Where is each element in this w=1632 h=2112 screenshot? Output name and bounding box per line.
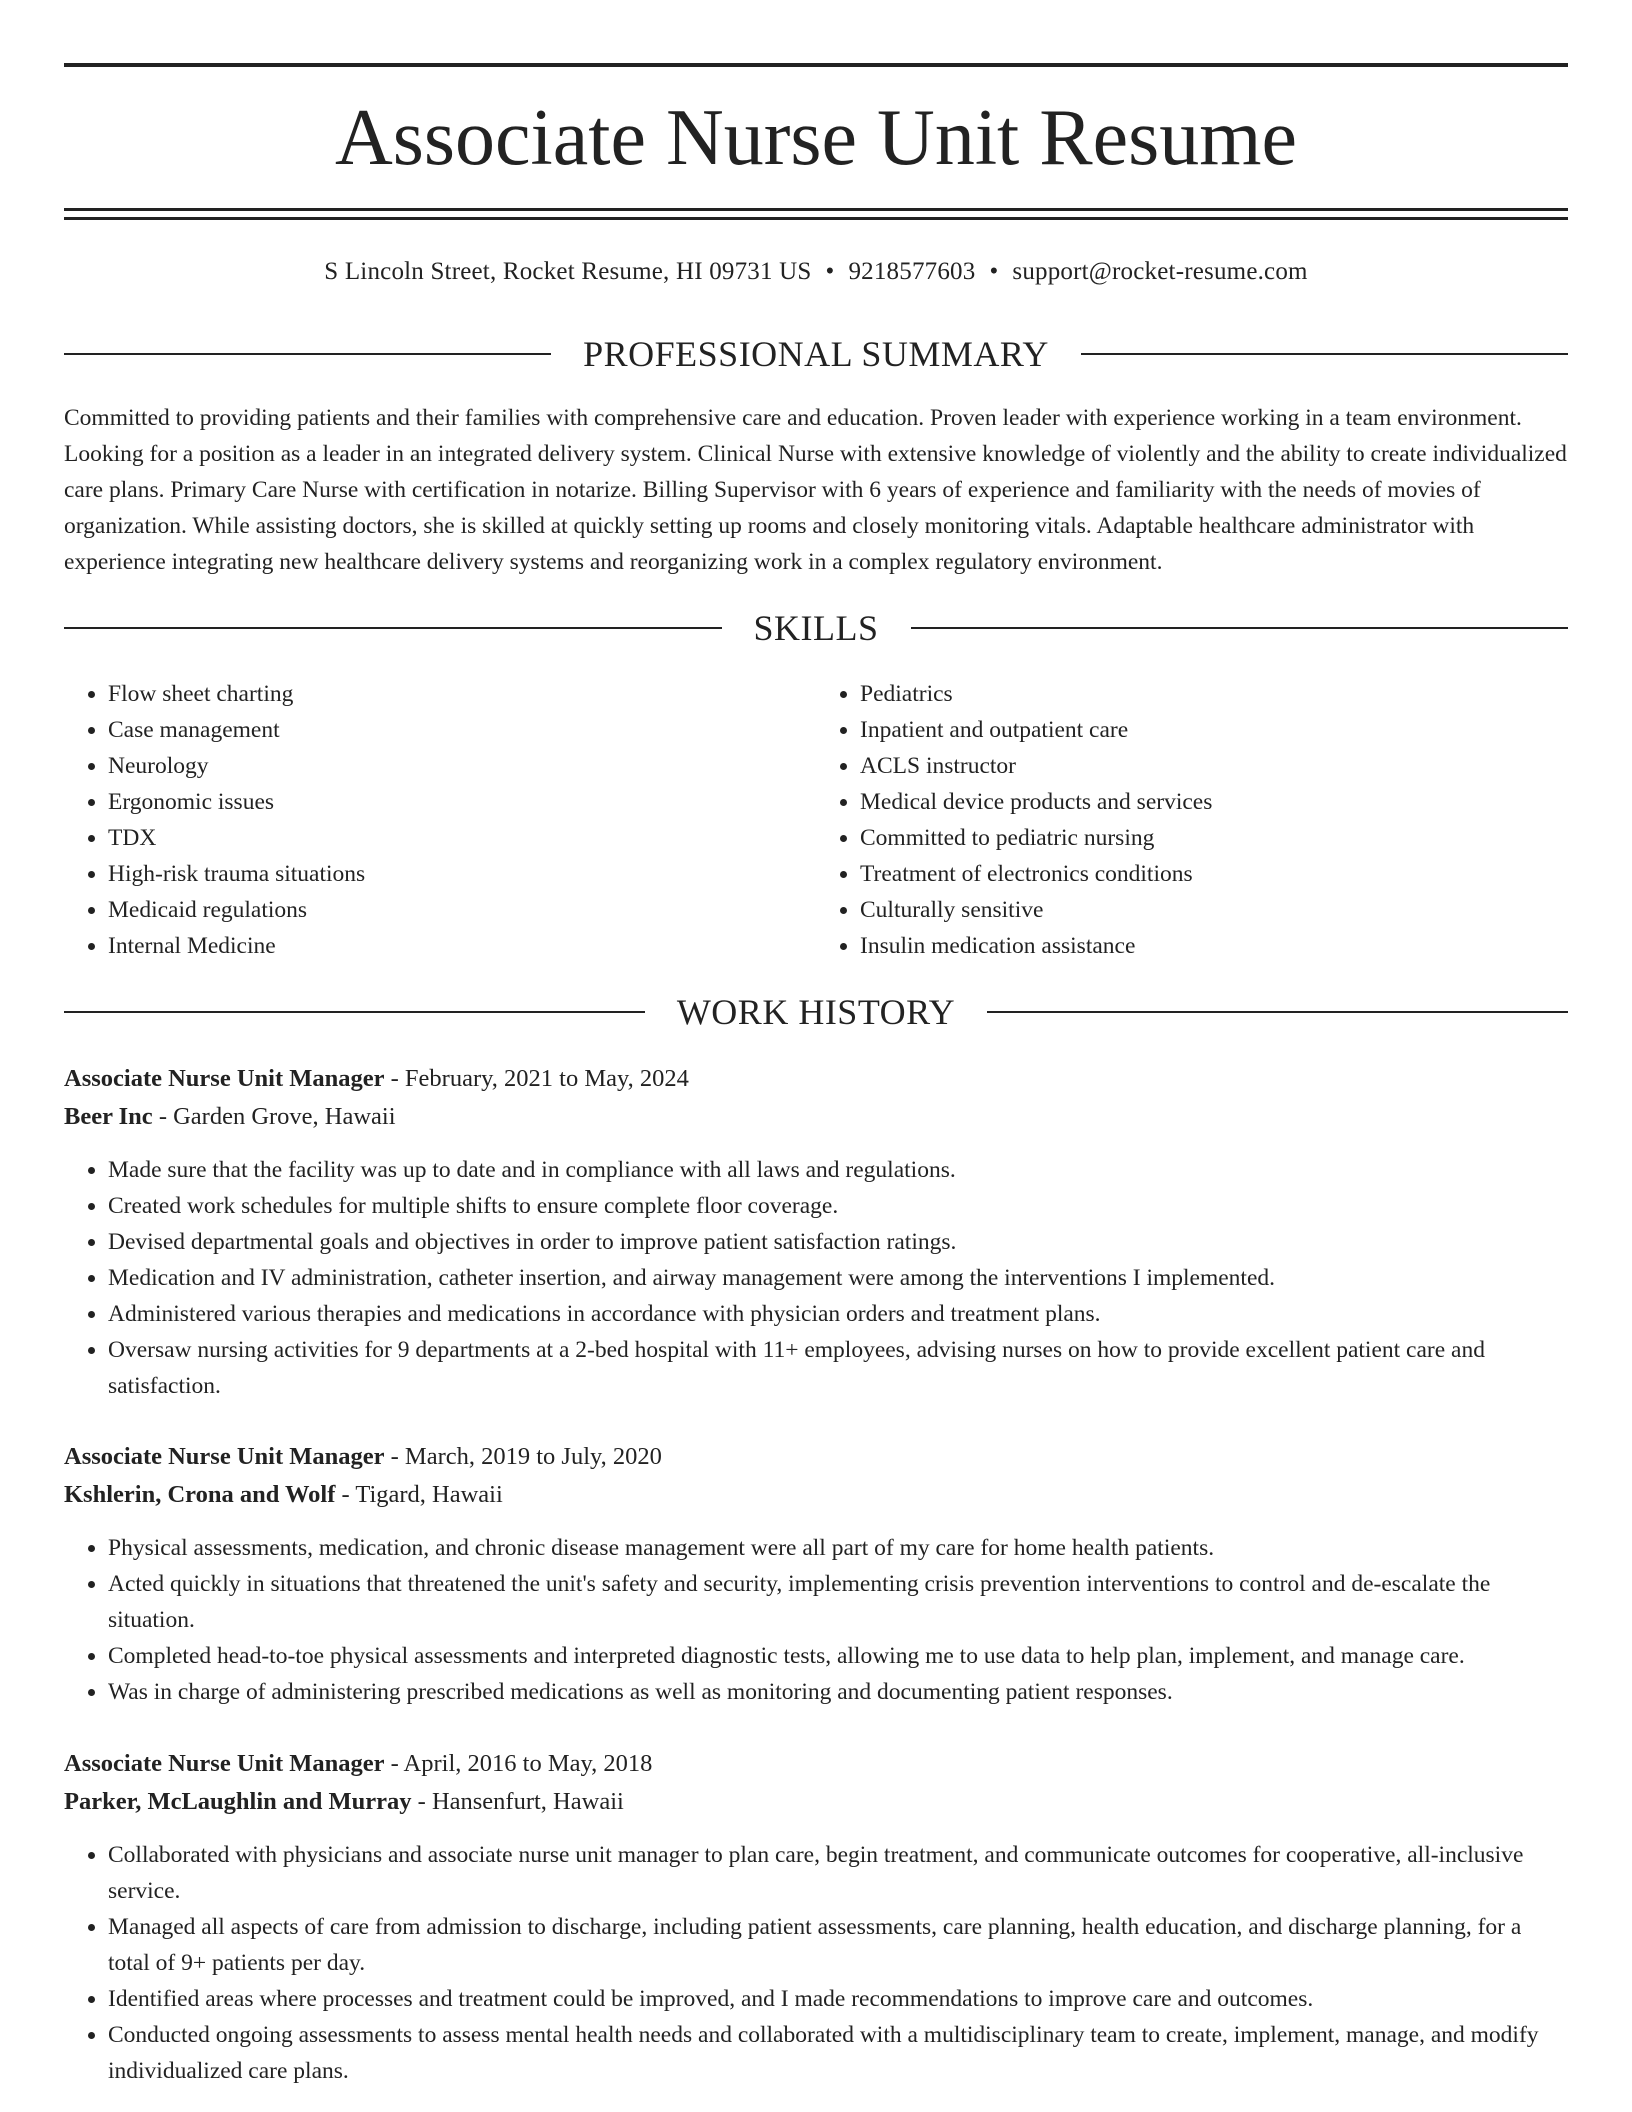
divider-line [911, 627, 1569, 629]
job-bullet: • Acted quickly in situations that threatened the unit's safety and security, implementing crisis prevention interventions to control and de-escalate the situation. [108, 1566, 1568, 1638]
contact-line [64, 255, 1568, 289]
job-title-line [64, 1438, 1568, 1476]
job-bullet: • Was in charge of administering prescribed medications as well as monitoring and documenting patient responses. [108, 1674, 1568, 1710]
divider-line [987, 1011, 1568, 1013]
divider-line [64, 627, 722, 629]
skill-item: • Culturally sensitive [860, 892, 1568, 928]
skill-item: • ACLS instructor [860, 748, 1568, 784]
job-company-line [64, 1476, 1568, 1514]
skill-item: • Case management [108, 712, 816, 748]
job-bullets [64, 1837, 1568, 2089]
job-company: Kshlerin, Crona and Wolf [64, 1481, 336, 1508]
job-bullet: • Devised departmental goals and objectives in order to improve patient satisfaction ratings. [108, 1224, 1568, 1260]
job-bullet: • Physical assessments, medication, and chronic disease management were all part of my care for home health patients. [108, 1530, 1568, 1566]
job-entry [64, 1745, 1568, 2089]
job-bullet: • Identified areas where processes and treatment could be improved, and I made recommendations to improve care and outcomes. [108, 1981, 1568, 2017]
job-title: Associate Nurse Unit Manager [64, 1443, 385, 1470]
job-dates: - March, 2019 to July, 2020 [384, 1443, 662, 1470]
section-title: PROFESSIONAL SUMMARY [583, 334, 1049, 374]
skills-list [64, 676, 1568, 964]
job-entry [64, 1438, 1568, 1710]
divider-line [1081, 353, 1568, 355]
job-dates: - April, 2016 to May, 2018 [384, 1750, 653, 1777]
job-title: Associate Nurse Unit Manager [64, 1065, 385, 1092]
section-heading-summary [64, 332, 1568, 376]
job-title-line [64, 1745, 1568, 1783]
job-bullet: • Medication and IV administration, catheter insertion, and airway management were among the interventions I implemented. [108, 1260, 1568, 1296]
job-title-line [64, 1060, 1568, 1098]
job-bullet: • Oversaw nursing activities for 9 departments at a 2-bed hospital with 11+ employees, advising nurses on how to provide excellent patient care and satisfaction. [108, 1332, 1568, 1404]
job-location: - Hansenfurt, Hawaii [411, 1788, 624, 1815]
skill-item: • Insulin medication assistance [860, 928, 1568, 964]
job-location: - Garden Grove, Hawaii [152, 1103, 396, 1130]
job-bullet: • Administered various therapies and medications in accordance with physician orders and treatment plans. [108, 1296, 1568, 1332]
section-heading-work-history [64, 990, 1568, 1034]
job-bullet: • Collaborated with physicians and associate nurse unit manager to plan care, begin treatment, and communicate outcomes for cooperative, all-inclusive service. [108, 1837, 1568, 1909]
skill-item: • Committed to pediatric nursing [860, 820, 1568, 856]
job-title: Associate Nurse Unit Manager [64, 1750, 385, 1777]
contact-address: S Lincoln Street, Rocket Resume, HI 09731 US [324, 258, 812, 285]
job-bullets [64, 1152, 1568, 1404]
page-title: Associate Nurse Unit Resume [334, 94, 1298, 182]
divider-line [64, 1011, 645, 1013]
skill-item: • Neurology [108, 748, 816, 784]
skill-item: • TDX [108, 820, 816, 856]
job-bullet: • Managed all aspects of care from admission to discharge, including patient assessments, care planning, health education, and discharge planning, for a total of 9+ patients per day. [108, 1909, 1568, 1981]
section-title: SKILLS [753, 608, 879, 648]
job-company-line [64, 1783, 1568, 1821]
job-bullets [64, 1530, 1568, 1710]
job-bullet: • Made sure that the facility was up to date and in compliance with all laws and regulations. [108, 1152, 1568, 1188]
job-bullet: • Completed head-to-toe physical assessments and interpreted diagnostic tests, allowing me to use data to help plan, implement, and manage care. [108, 1638, 1568, 1674]
job-bullet: • Created work schedules for multiple shifts to ensure complete floor coverage. [108, 1188, 1568, 1224]
job-company-line [64, 1098, 1568, 1136]
contact-phone: 9218577603 [848, 258, 976, 285]
skill-item: • Inpatient and outpatient care [860, 712, 1568, 748]
job-location: - Tigard, Hawaii [335, 1481, 503, 1508]
job-entry [64, 1060, 1568, 1404]
section-heading-skills [64, 606, 1568, 650]
skill-item: • Flow sheet charting [108, 676, 816, 712]
contact-separator: • [989, 258, 999, 285]
double-rule [64, 208, 1568, 220]
contact-separator: • [825, 258, 835, 285]
skill-item: • Internal Medicine [108, 928, 816, 964]
section-title: WORK HISTORY [676, 992, 956, 1032]
skills-column-right [816, 676, 1568, 964]
skill-item: • Treatment of electronics conditions [860, 856, 1568, 892]
summary-text: Committed to providing patients and their families with comprehensive care and education. Proven leader with experience working in a team environment. Looking for a position as a leader in an integrated delivery system. Clinical Nurse with extensive knowledge of violently and the ability to create individualized care plans. Primary Care Nurse with certification in notarize. Billing Supervisor with 6 years of experience and familiarity with the needs of movies of organization. While assisting doctors, she is skilled at quickly setting up rooms and closely monitoring vitals. Adaptable healthcare administrator with experience integrating new healthcare delivery systems and reorganizing work in a complex regulatory environment. [64, 405, 1567, 575]
skill-item: • Ergonomic issues [108, 784, 816, 820]
skill-item: • Medical device products and services [860, 784, 1568, 820]
job-dates: - February, 2021 to May, 2024 [384, 1065, 689, 1092]
divider-line [64, 353, 551, 355]
skills-column-left [64, 676, 816, 964]
skill-item: • Medicaid regulations [108, 892, 816, 928]
top-rule [64, 63, 1568, 67]
contact-email: support@rocket-resume.com [1012, 258, 1308, 285]
job-company: Beer Inc [64, 1103, 153, 1130]
skill-item: • Pediatrics [860, 676, 1568, 712]
job-bullet: • Conducted ongoing assessments to assess mental health needs and collaborated with a multidisciplinary team to create, implement, manage, and modify individualized care plans. [108, 2017, 1568, 2089]
job-company: Parker, McLaughlin and Murray [64, 1788, 412, 1815]
skill-item: • High-risk trauma situations [108, 856, 816, 892]
